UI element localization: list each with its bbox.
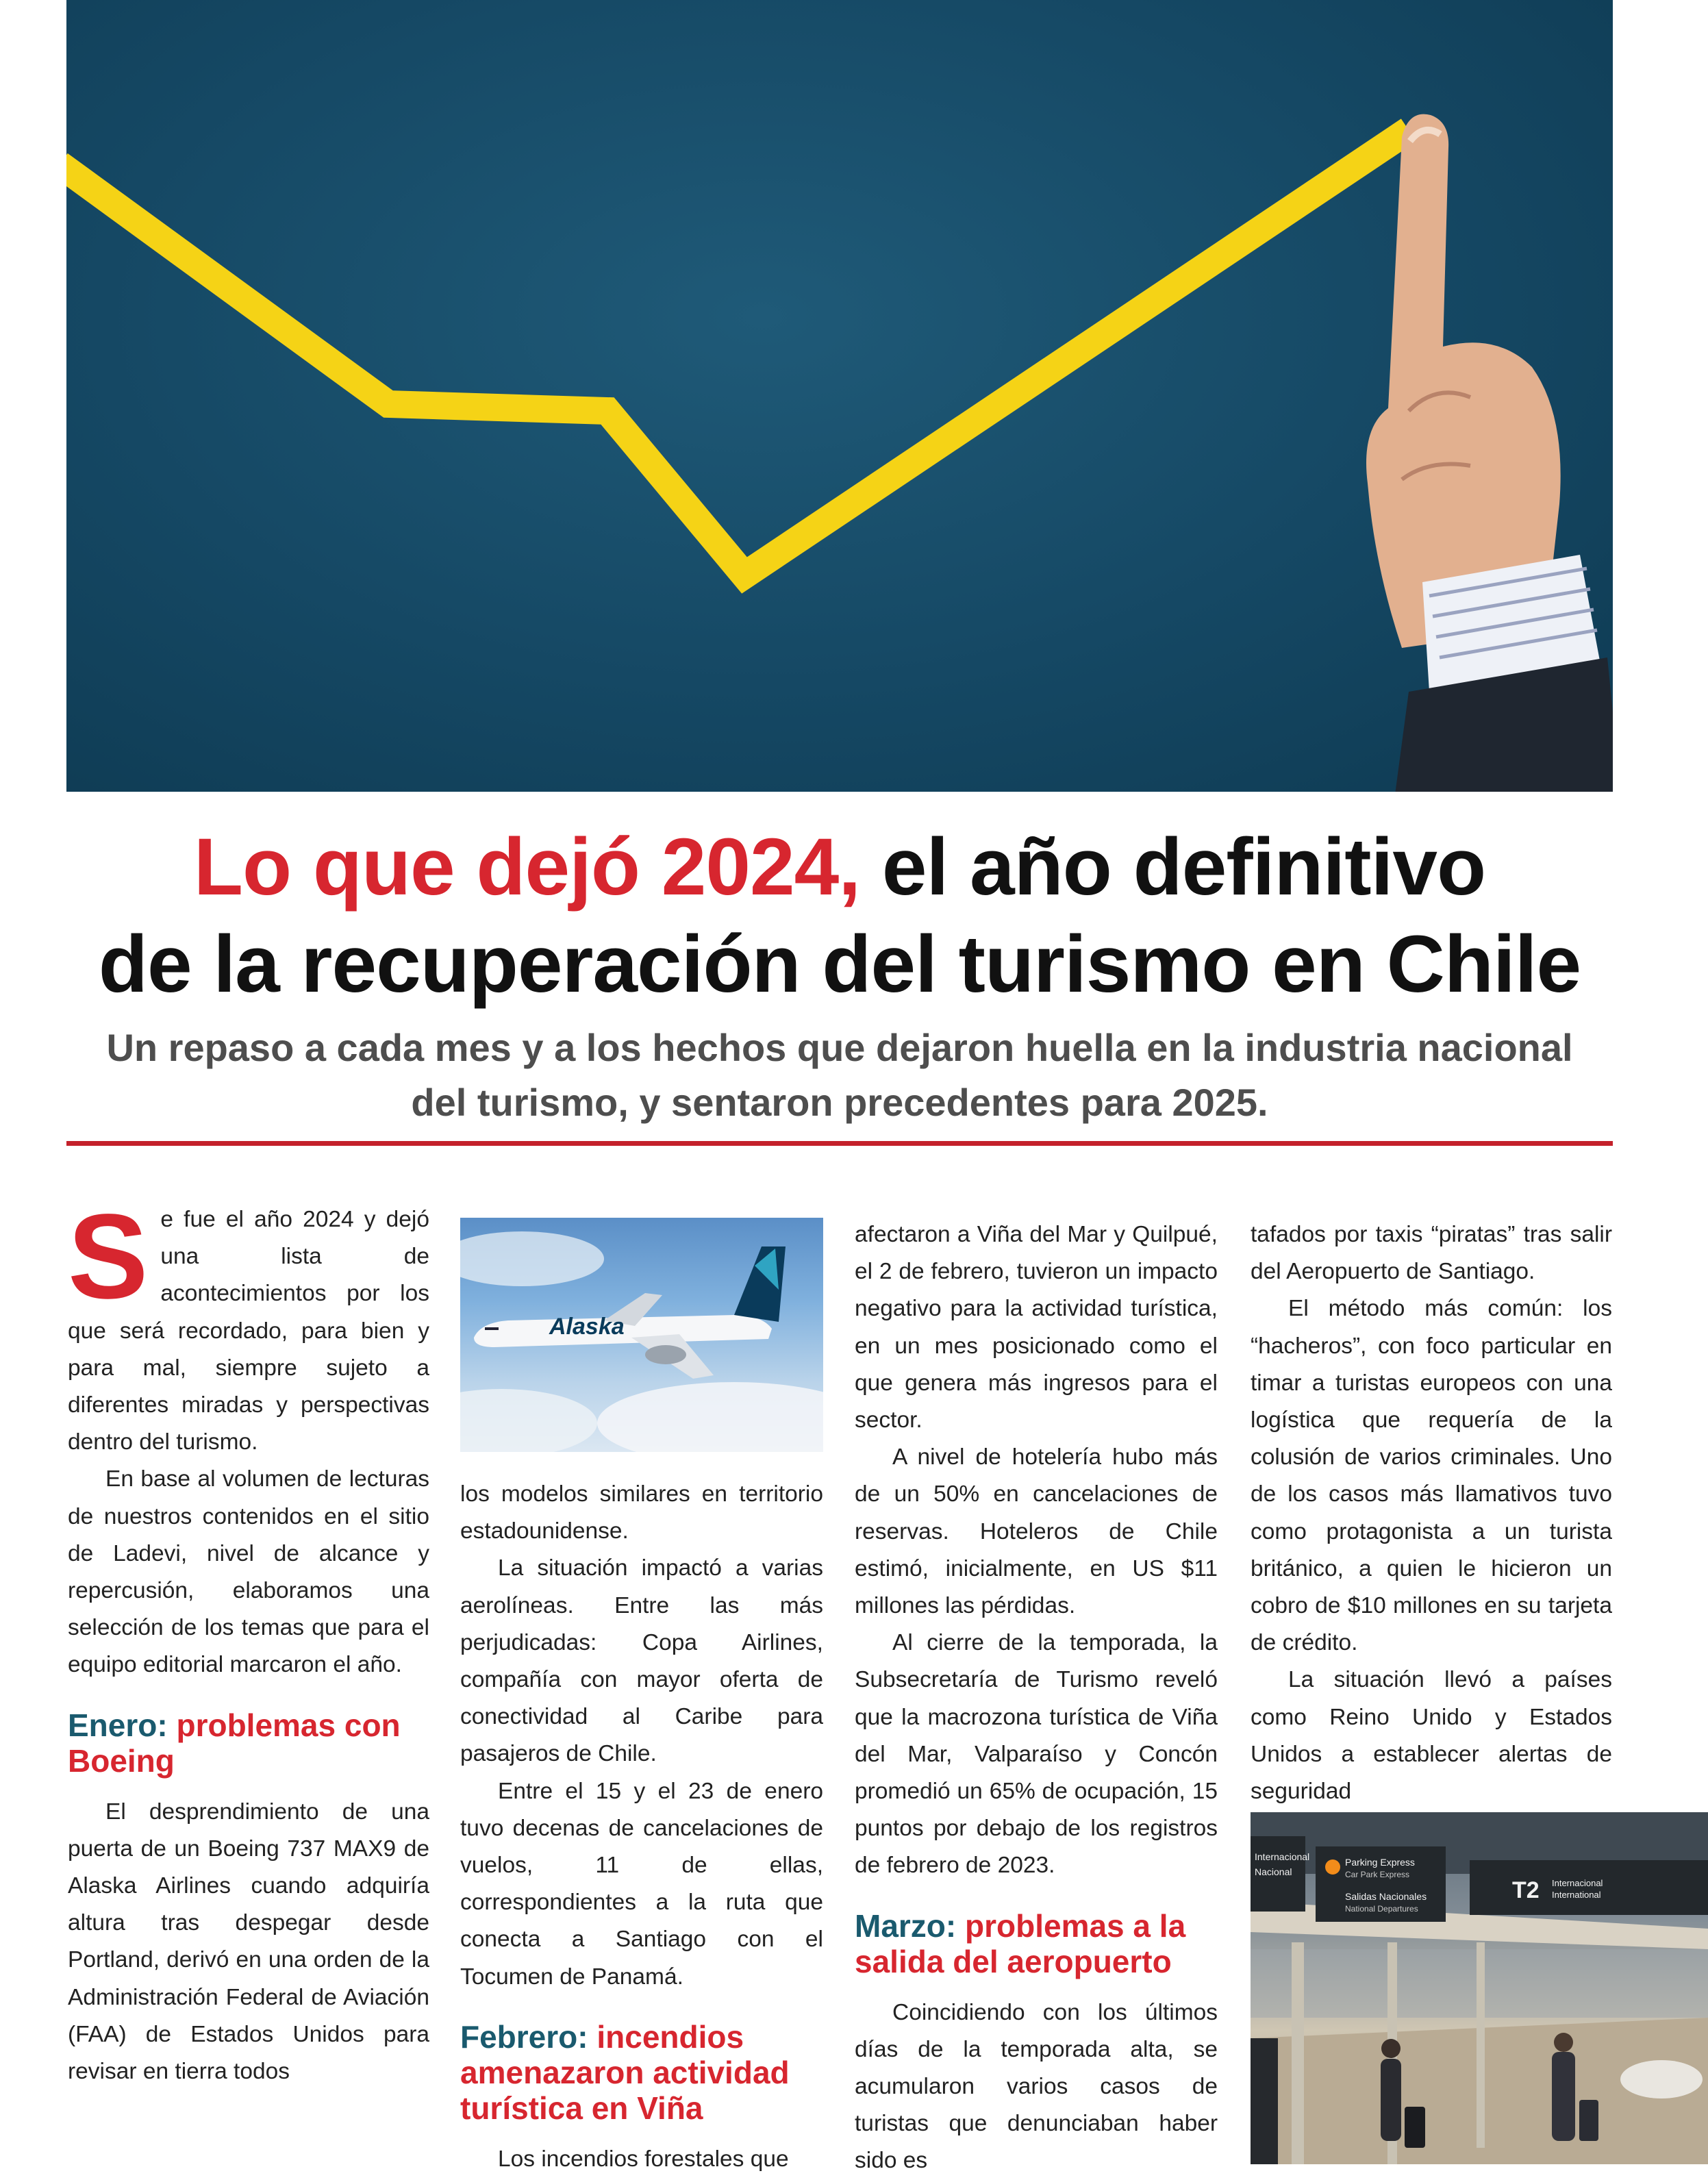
dropcap: S <box>68 1190 149 1324</box>
headline-line2: de la recuperación del turismo en Chile <box>98 919 1581 1010</box>
sign-mid-2: Car Park Express <box>1345 1870 1410 1879</box>
section-heading-marzo <box>855 1908 1218 1979</box>
section-title: problemas con Boeing <box>68 1707 401 1779</box>
paragraph: El desprendimiento de una puerta de un Boeing 737 MAX9 de Alaska Airlines cuando adquiría altura tras despegar desde Portland, derivó en una orden de la Administración Federal de Aviación (FAA) de Estados Unidos para revisar en tierra todos <box>68 1799 429 2085</box>
column-3 <box>855 1216 1218 2180</box>
column-2 <box>460 1476 823 2178</box>
plane-illustration <box>460 1218 823 1452</box>
column-1 <box>68 1190 429 2090</box>
sign-t2: T2 <box>1512 1877 1540 1903</box>
hero-illustration <box>66 0 1613 792</box>
paragraph: El método más común: los “hacheros”, con foco particular en timar a turistas europeos con una logística que requería de la colusión de varios criminales. Uno de los casos más llamativos tuvo como protagonista a un turista británico, a quien le hicieron un cobro de $10 millones en su tarjeta de crédito. <box>1251 1296 1612 1656</box>
paragraph: los modelos similares en territorio estadounidense. <box>460 1481 823 1544</box>
paragraph: A nivel de hotelería hubo más de un 50% en cancelaciones de reservas. Hoteleros de Chile estimó, inicialmente, en US $11 millones las pérdidas. <box>855 1444 1218 1619</box>
sign-t2-2: International <box>1552 1890 1601 1900</box>
paragraph: En base al volumen de lecturas de nuestros contenidos en el sitio de Ladevi, nivel de alcance y repercusión, elaboramos una selección de los temas que para el equipo editorial marcaron el año. <box>68 1466 429 1678</box>
section-title: problemas a la salida del aeropuerto <box>855 1907 1186 1979</box>
sign-left-1: Internacional <box>1255 1851 1310 1862</box>
plane-livery-text: Alaska <box>549 1314 625 1340</box>
intro-paragraph <box>68 1190 429 1461</box>
paragraph: La situación impactó a varias aerolíneas. Entre las más perjudicadas: Copa Airlines, compañía con mayor oferta de conectividad al Caribe para pasajeros de Chile. <box>460 1555 823 1767</box>
title-rule <box>66 1141 1613 1146</box>
sign-mid-4: National Departures <box>1345 1904 1418 1914</box>
intro-text: e fue el año 2024 y dejó una lista de acontecimientos por los que será recordado, para bien y para mal, siempre sujeto a diferentes miradas y perspectivas dentro del turismo. <box>68 1207 429 1455</box>
section-heading-enero <box>68 1707 429 1779</box>
subtitle-line1: Un repaso a cada mes y a los hechos que dejaron huella en la industria nacional <box>106 1026 1573 1069</box>
subtitle <box>66 1020 1613 1130</box>
paragraph: La situación llevó a países como Reino Unido y Estados Unidos a establecer alertas de seguridad <box>1251 1667 1612 1805</box>
section-heading-febrero <box>460 2019 823 2126</box>
paragraph: Entre el 15 y el 23 de enero tuvo decenas de cancelaciones de vuelos, 11 de ellas, correspondientes a la ruta que conecta a Santiago con el Tocumen de Panamá. <box>460 1778 823 1990</box>
section-month: Enero: <box>68 1707 168 1743</box>
paragraph: Coincidiendo con los últimos días de la temporada alta, se acumularon varios casos de turistas que denunciaban haber sido es <box>855 1999 1218 2174</box>
sign-mid-3: Salidas Nacionales <box>1345 1891 1427 1902</box>
subtitle-line2: del turismo, y sentaron precedentes para 2025. <box>411 1081 1268 1124</box>
section-month: Febrero: <box>460 2018 588 2055</box>
section-month: Marzo: <box>855 1907 957 1944</box>
sign-t2-1: Internacional <box>1552 1878 1603 1888</box>
hand-pointing <box>1366 114 1613 792</box>
plane-photo <box>460 1218 823 1452</box>
airport-photo <box>1251 1812 1708 2164</box>
paragraph: Al cierre de la temporada, la Subsecretaría de Turismo reveló que la macrozona turística de Viña del Mar, Valparaíso y Concón promedió un 65% de ocupación, 15 puntos por debajo de los registros de febrero de 2023. <box>855 1630 1218 1879</box>
headline-highlight: Lo que dejó 2024, <box>193 822 861 912</box>
paragraph: afectaron a Viña del Mar y Quilpué, el 2 de febrero, tuvieron un impacto negativo para la actividad turística, en un mes posicionado como el que genera más ingresos para el sector. <box>855 1222 1218 1433</box>
section-title: incendios amenazaron actividad turística en Viña <box>460 2018 790 2126</box>
paragraph: Los incendios forestales que <box>498 2146 789 2172</box>
headline-line1 <box>66 818 1613 916</box>
sign-left-2: Nacional <box>1255 1866 1292 1877</box>
paragraph: tafados por taxis “piratas” tras salir del Aeropuerto de Santiago. <box>1251 1222 1612 1285</box>
sign-mid-1: Parking Express <box>1345 1857 1415 1868</box>
rising-line <box>66 130 1409 575</box>
hero-image <box>66 0 1613 792</box>
headline-rest: el año definitivo <box>860 822 1486 912</box>
headline <box>66 818 1613 1013</box>
column-4 <box>1251 1216 1612 1810</box>
airport-illustration <box>1251 1812 1708 2164</box>
